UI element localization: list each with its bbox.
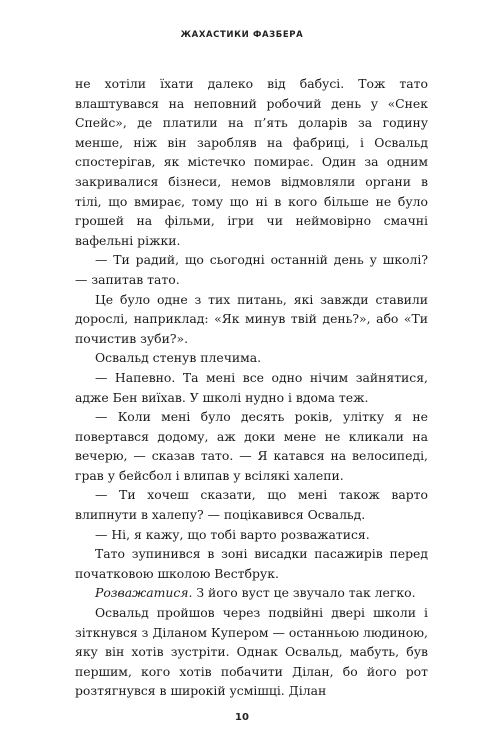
paragraph: — Ти радий, що сьогодні останній день у школі? — запитав тато. xyxy=(75,252,428,287)
paragraph: — Напевно. Та мені все одно нічим зайнятися, адже Бен виїхав. У школі нудно і вдома теж. xyxy=(75,369,428,405)
paragraph: — Ти хочеш сказати, що мені також варто влипнути в халепу? — поцікавився Освальд. xyxy=(75,487,428,523)
paragraph: Тато зупинився в зоні висадки пасажирів перед початковою школою Вестбрук. xyxy=(75,546,428,581)
paragraph: — Ні, я кажу, що тобі варто розважатися. xyxy=(95,526,370,542)
paragraph: Освальд стенув плечима. xyxy=(95,350,262,366)
paragraph: не хотіли їхати далеко від бабусі. Тож тато влаштувався на неповний робочий день у «Снек Спейс», де платили на п’ять доларів за годину менше, ніж він заробляв на фабриці, і Освальд спостерігав, як містечко помирає. Один за одним закривалися бізнеси, немов відмовляли органи в тілі, що вмирає, тому що ні в кого більше не було грошей на фільми, ігри чи неймовірно смачні вафельні ріжки. xyxy=(75,76,428,248)
body-text xyxy=(75,74,428,701)
running-head: ЖАХАСТИКИ ФАЗБЕРА xyxy=(180,30,304,40)
paragraph: Освальд пройшов через подвійні двері школи і зіткнувся з Діланом Купером — останньою людиною, яку він хотів зустріти. Однак Освальд, мабуть, був першим, кого хотів побачити Ділан, бо його рот розтягнувся в широкій усмішці. Ділан xyxy=(75,605,428,699)
paragraph: Це було одне з тих питань, які завжди ставили дорослі, наприклад: «Як минув твій день?», або «Ти почистив зуби?». xyxy=(75,291,428,346)
paragraph-rest: . З його вуст це звучало так легко. xyxy=(188,585,416,601)
emphasis-word: Розважатися xyxy=(95,585,189,601)
paragraph-with-emphasis xyxy=(75,583,428,603)
page-number: 10 xyxy=(235,712,249,723)
paragraph: — Коли мені було десять років, улітку я не повертався додому, аж доки мене не кликали на вечерю, — сказав тато. — Я катався на велосипеді, грав у бейсбол і влипав у всілякі халепи. xyxy=(75,409,428,483)
